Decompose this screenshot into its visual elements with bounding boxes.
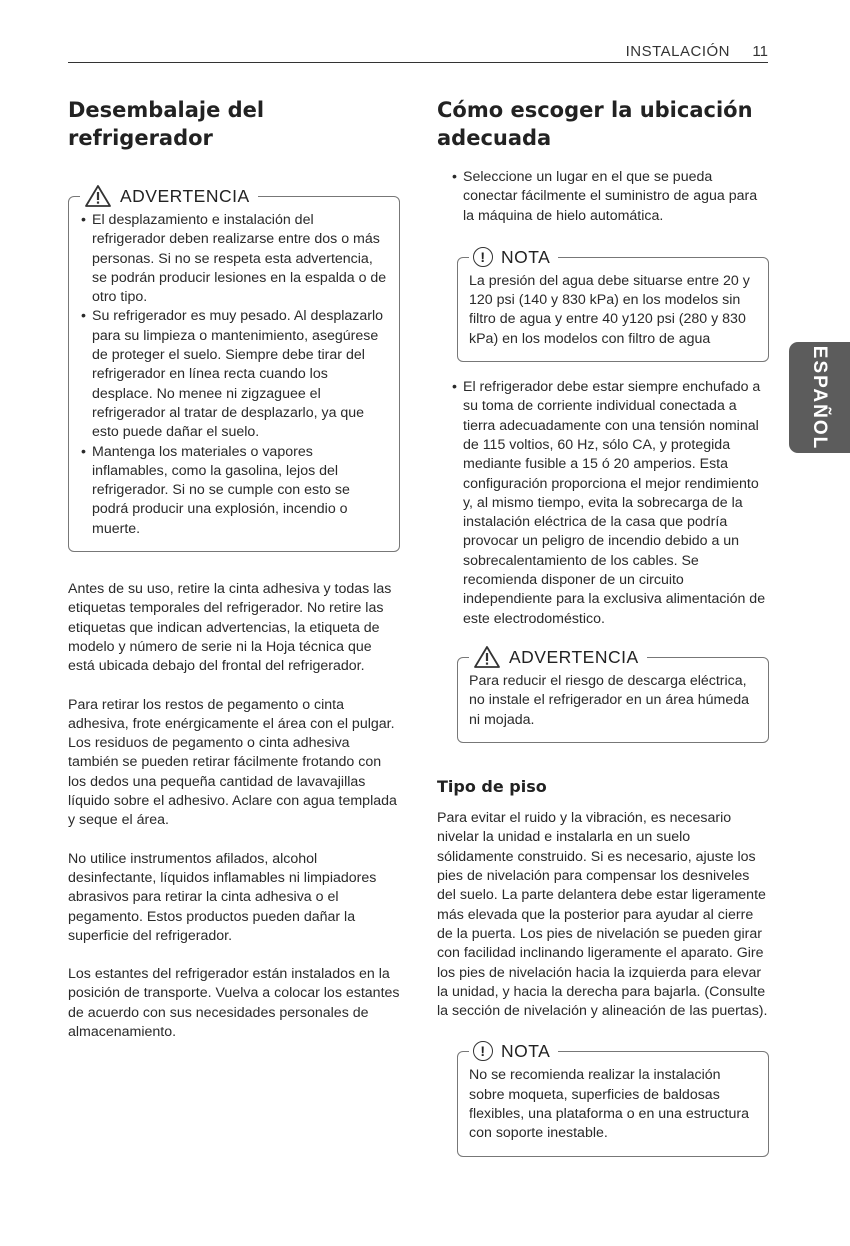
floor-type-text: Para evitar el ruido y la vibración, es necesario nivelar la unidad e instalarla en un suelo sólidamente construido. Si es necesario, ajuste los pies de nivelación para compensar los desniveles del suelo. La parte delantera debe estar ligeramente más elevada que la posterior para ayudar al cierre de la puerta. Los pies de nivelación se pueden girar con facilidad inclinando ligeramente el aparato. Gire los pies de nivelación hacia la izquierda para elevar la unidad, y hacia la derecha para bajarla. (Consulte la sección de nivelación y alineación de las puertas).	[437, 810, 768, 1020]
language-side-tab	[789, 342, 850, 453]
note-label-text: NOTA	[501, 1041, 551, 1062]
unpacking-title: Desembalaje del refrigerador	[68, 98, 265, 150]
note-box-water-pressure	[457, 246, 769, 362]
warning-label	[80, 184, 258, 208]
page-header	[68, 40, 768, 63]
note-label	[469, 245, 558, 269]
left-column	[68, 96, 400, 1042]
note-box-floor	[457, 1041, 769, 1156]
location-title: Cómo escoger la ubicación adecuada	[437, 98, 753, 150]
warning-item: • Mantenga los materiales o vapores inflamables, como la gasolina, lejos del refrigerador. Si no se cumple con esto se podrá producir una explosión, incendio o muerte.	[92, 443, 389, 539]
paragraph-adhesive-residue: Para retirar los restos de pegamento o cinta adhesiva, frote enérgicamente el área con el pulgar. Los residuos de pegamento o cinta adhesiva también se pueden retirar fácilmente frotando con los dedos una pequeña cantidad de lavavajillas líquido sobre el adhesivo. Aclare con agua templada y seque el área.	[68, 696, 397, 829]
warning-text-electrical: Para reducir el riesgo de descarga eléctrica, no instale el refrigerador en un área húmeda ni mojada.	[469, 672, 749, 728]
paragraph-remove-tape: Antes de su uso, retire la cinta adhesiva y todas las etiquetas temporales del refrigerador. No retire las etiquetas que indican advertencias, la etiqueta de modelo y número de serie ni la Hoja técnica que está ubicada debajo del frontal del refrigerador.	[68, 581, 392, 675]
location-list-1	[437, 168, 769, 226]
warning-label-text: ADVERTENCIA	[509, 646, 639, 667]
header-section-title: INSTALACIÓN	[625, 43, 730, 60]
note-exclamation-icon: !	[473, 1041, 493, 1061]
right-column	[437, 96, 769, 1157]
note-text-floor: No se recomienda realizar la instalación sobre moqueta, superficies de baldosas flexibles, una plataforma o en una estructura con soporte inestable.	[469, 1067, 749, 1142]
note-exclamation-icon: !	[473, 247, 493, 267]
warning-box-electrical	[457, 646, 769, 743]
page-number: 11	[752, 43, 768, 60]
note-label-text: NOTA	[501, 246, 551, 267]
warning-triangle-icon	[473, 645, 501, 669]
warning-label	[469, 645, 647, 669]
paragraph-shelves: Los estantes del refrigerador están instalados en la posición de transporte. Vuelva a colocar los estantes de acuerdo con sus necesidades personales de almacenamiento.	[68, 966, 400, 1040]
language-label: ESPAÑOL	[809, 345, 831, 450]
warning-item: • El desplazamiento e instalación del refrigerador deben realizarse entre dos o más personas. Si no se respeta esta advertencia, se podrán producir lesiones en la espalda o de otro tipo.	[92, 211, 389, 307]
warning-list	[80, 211, 389, 539]
warning-triangle-icon	[84, 184, 112, 208]
paragraph-no-sharp-tools: No utilice instrumentos afilados, alcohol desinfectante, líquidos inflamables ni limpiadores abrasivos para retirar la cinta adhesiva o el pegamento. Estos productos pueden dañar la superficie del refrigerador.	[68, 850, 377, 944]
warning-box-unpacking	[68, 186, 400, 552]
warning-item: • Su refrigerador es muy pesado. Al desplazarlo para su limpieza o mantenimiento, asegúrese de proteger el suelo. Siempre debe tirar del refrigerador en línea recta cuando los desplace. No menee ni zigzaguee el refrigerador al tratar de desplazarlo, ya que esto puede dañar el suelo.	[92, 307, 389, 442]
floor-type-title: Tipo de piso	[437, 776, 547, 796]
location-bullet-water: • Seleccione un lugar en el que se pueda conectar fácilmente el suministro de agua para la máquina de hielo automática.	[463, 168, 769, 226]
note-text-water-pressure: La presión del agua debe situarse entre 20 y 120 psi (140 y 830 kPa) en los modelos sin filtro de agua y entre 40 y120 psi (280 y 830 kPa) en los modelos con filtro de agua	[469, 272, 750, 347]
location-bullet-electrical: • El refrigerador debe estar siempre enchufado a su toma de corriente individual conectada a tierra adecuadamente con una tensión nominal de 115 voltios, 60 Hz, sólo CA, y protegida mediante fusible a 15 ó 20 amperios. Esta configuración proporciona el mejor rendimiento y, al mismo tiempo, evita la sobrecarga de la instalación eléctrica de la casa que podría provocar un peligro de incendio debido a un sobrecalentamiento de los cables. Se recomienda disponer de un circuito independiente para la exclusiva alimentación de este electrodoméstico.	[463, 378, 769, 629]
location-list-2	[437, 378, 769, 629]
note-label	[469, 1039, 558, 1063]
warning-label-text: ADVERTENCIA	[120, 186, 250, 206]
